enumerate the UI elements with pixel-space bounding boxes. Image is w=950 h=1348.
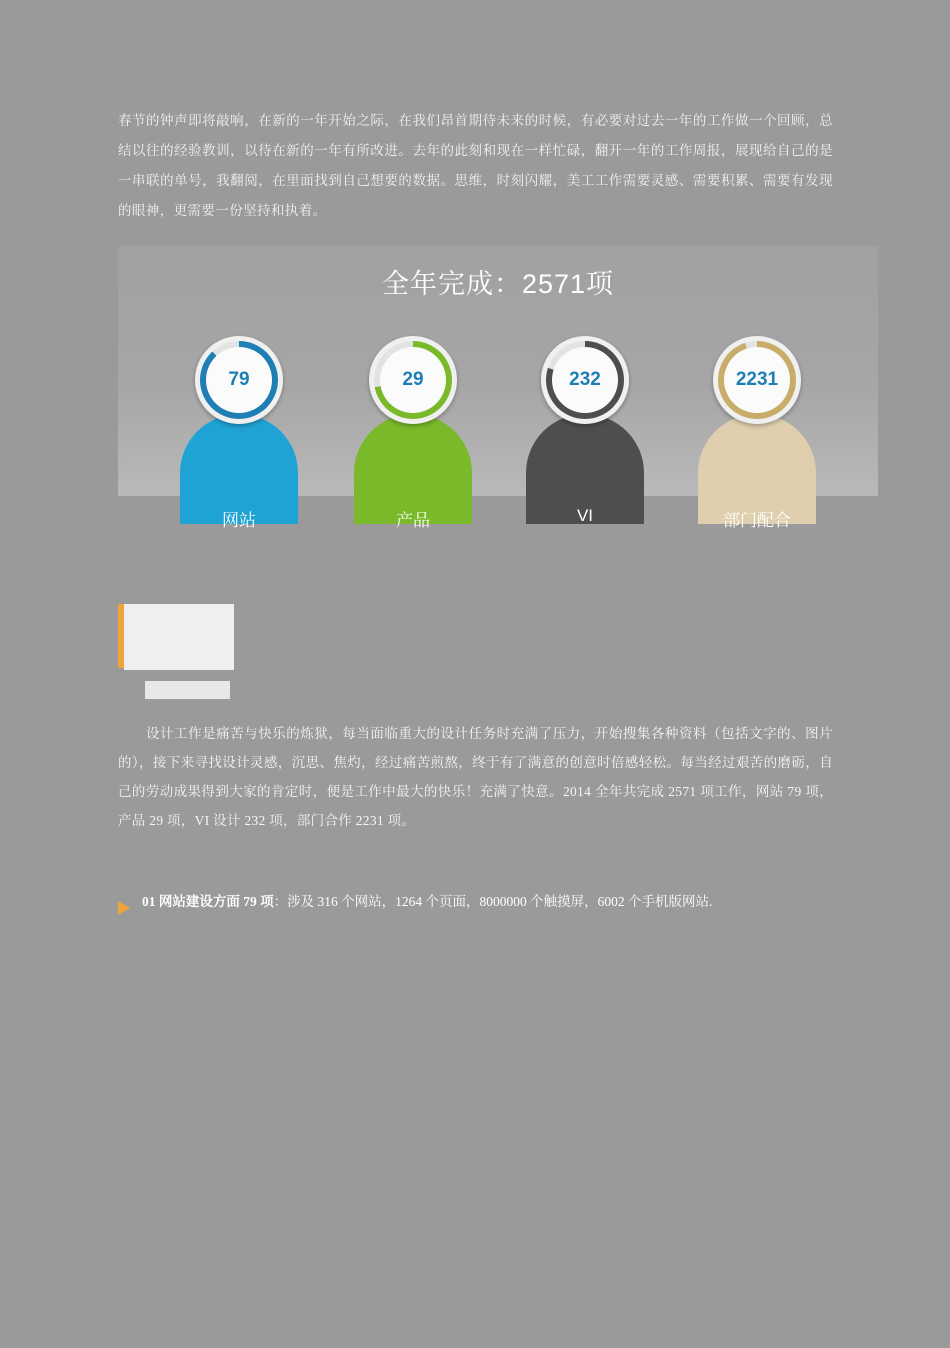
triangle-bullet-icon bbox=[118, 901, 130, 915]
figure-value: 2231 bbox=[724, 347, 790, 413]
figure-head bbox=[713, 336, 801, 424]
figure-head bbox=[541, 336, 629, 424]
infographic-item bbox=[682, 336, 832, 530]
bullet-title: 01 网站建设方面 79 项 bbox=[142, 894, 274, 909]
section-heading-decoration bbox=[118, 601, 378, 701]
bullet-detail: 涉及 316 个网站，1264 个页面，8000000 个触摸屏，6002 个手机版网站. bbox=[287, 894, 713, 909]
infographic-panel bbox=[118, 246, 878, 530]
subheading-block bbox=[145, 681, 230, 699]
figure-head bbox=[195, 336, 283, 424]
figure-head bbox=[369, 336, 457, 424]
heading-block bbox=[124, 604, 234, 670]
infographic-item bbox=[338, 336, 488, 530]
figure-label: 产品 bbox=[396, 511, 430, 530]
infographic-item bbox=[164, 336, 314, 530]
figure-label: 部门配合 bbox=[723, 511, 791, 530]
infographic-title: 全年完成：2571项 bbox=[381, 269, 615, 299]
body-paragraph: 设计工作是痛苦与快乐的炼狱，每当面临重大的设计任务时充满了压力，开始搜集各种资料（包括文字的、图片的），接下来寻找设计灵感，沉思、焦灼，经过痛苦煎熬，终于有了满意的创意时倍感轻松。每当经过艰苦的磨砺，自己的劳动成果得到大家的肯定时，便是工作中最大的快乐！充满了快意。2014 全年共完成 2571 项工作，网站 79 项，产品 29 项，VI 设计 232 项，部门合作 2231 项。 bbox=[118, 725, 833, 828]
figure-label: VI bbox=[576, 506, 594, 525]
bullet-separator: ： bbox=[273, 894, 288, 909]
figure-value: 29 bbox=[380, 347, 446, 413]
intro-paragraph: 春节的钟声即将敲响，在新的一年开始之际，在我们昂首期待未来的时候，有必要对过去一年的工作做一个回顾，总结以往的经验教训，以待在新的一年有所改进。去年的此刻和现在一样忙碌，翻开一年的工作周报，展现给自己的是一串联的单号，我翻阅，在里面找到自己想要的数据。思维，时刻闪耀，美工工作需要灵感、需要积累、需要有发现的眼神，更需要一份坚持和执着。 bbox=[118, 112, 833, 218]
bullet-item bbox=[118, 889, 858, 915]
bullet-content bbox=[142, 889, 712, 915]
figure-value: 79 bbox=[206, 347, 272, 413]
infographic-item bbox=[510, 336, 660, 525]
figure-label: 网站 bbox=[222, 511, 256, 530]
figure-value: 232 bbox=[552, 347, 618, 413]
